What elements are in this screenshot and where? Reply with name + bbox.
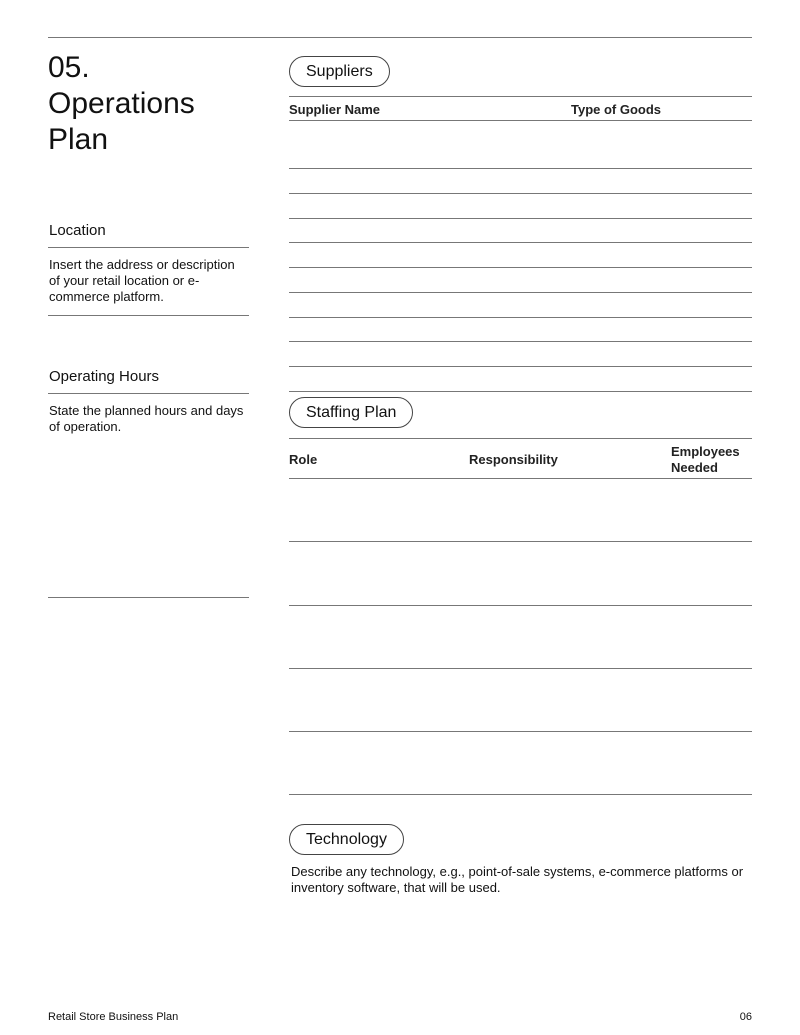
table-rule — [289, 438, 752, 439]
page-number: 06 — [739, 1011, 752, 1023]
table-row[interactable] — [289, 732, 752, 795]
suppliers-pill: Suppliers — [289, 56, 390, 87]
col-supplier-name: Supplier Name — [289, 102, 381, 117]
divider — [48, 597, 249, 598]
col-type-of-goods: Type of Goods — [571, 102, 662, 117]
table-row[interactable] — [289, 169, 752, 194]
table-row[interactable] — [289, 606, 752, 669]
top-rule — [48, 37, 752, 38]
technology-field[interactable]: Describe any technology, e.g., point-of-sale systems, e-commerce platforms or inventory software, that will be used. — [291, 864, 744, 895]
table-row[interactable] — [289, 268, 752, 293]
operating-hours-label: Operating Hours — [49, 368, 160, 385]
col-role: Role — [289, 452, 318, 467]
section-number: 05. — [48, 51, 90, 84]
operating-hours-field[interactable]: State the planned hours and days of operation. — [49, 403, 244, 434]
table-row[interactable] — [289, 244, 752, 269]
title-line-2: Plan — [48, 123, 109, 156]
footer-doc-title: Retail Store Business Plan — [48, 1011, 179, 1023]
table-row[interactable] — [289, 479, 752, 542]
location-label: Location — [49, 222, 106, 239]
table-row[interactable] — [289, 145, 752, 170]
table-row[interactable] — [289, 367, 752, 392]
table-row[interactable] — [289, 219, 752, 244]
col-employees-needed: Employees Needed — [671, 444, 740, 475]
table-row[interactable] — [289, 293, 752, 318]
title-line-1: Operations — [48, 87, 195, 120]
table-row[interactable] — [289, 669, 752, 732]
technology-pill: Technology — [289, 824, 404, 855]
table-row[interactable] — [289, 342, 752, 367]
location-field[interactable]: Insert the address or description of your retail location or e-commerce platform. — [49, 257, 235, 304]
col-responsibility: Responsibility — [469, 452, 558, 467]
table-row[interactable] — [289, 194, 752, 219]
table-row[interactable] — [289, 318, 752, 343]
divider — [48, 315, 249, 316]
table-rule — [289, 96, 752, 97]
staffing-plan-pill: Staffing Plan — [289, 397, 413, 428]
table-row[interactable] — [289, 542, 752, 605]
divider — [48, 393, 249, 394]
table-row[interactable] — [289, 120, 752, 121]
divider — [48, 247, 249, 248]
page-title — [48, 50, 195, 158]
